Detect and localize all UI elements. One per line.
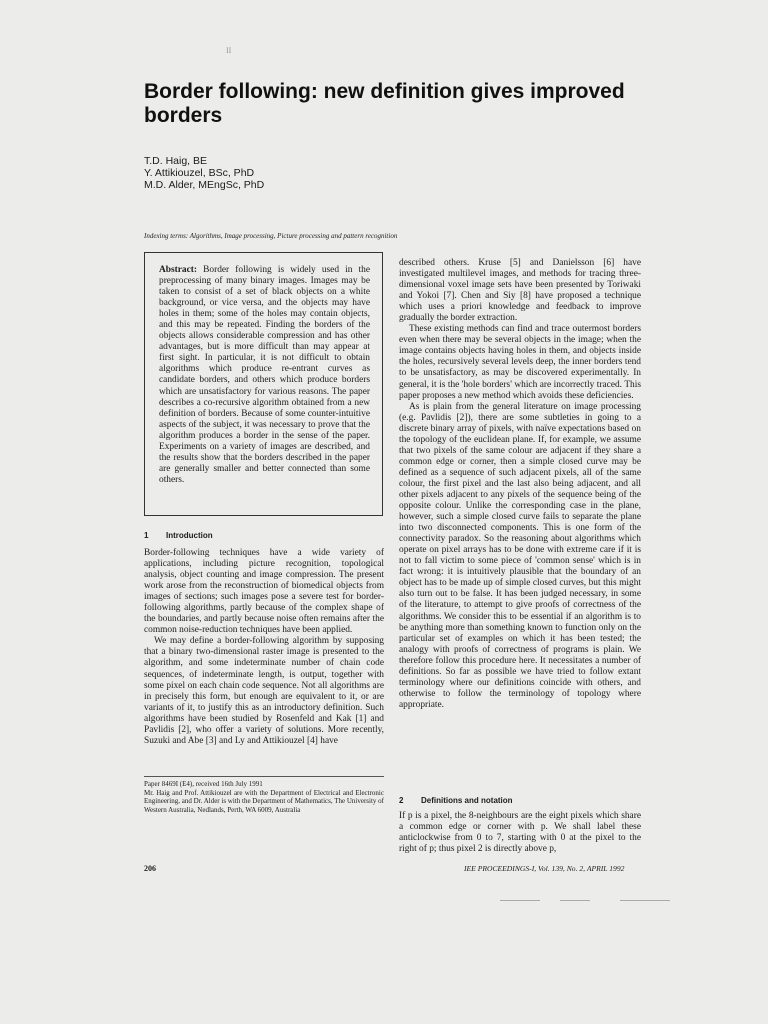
body-paragraph: These existing methods can find and trace outermost borders even when there may be several objects in the image; when the image contains objects having holes in them, and objects inside the holes, recursively several levels deep, the inner borders tend to be unsatisfactory, as may be discovered experimentally. In general, it is the 'hole borders' which are incorrectly traced. This paper proposes a new method which avoids these deficiencies.: [399, 324, 641, 401]
author-1: T.D. Haig, BE: [144, 155, 208, 167]
top-mark: II: [226, 46, 232, 55]
body-paragraph: As is plain from the general literature on image processing (e.g. Pavlidis [2]), there are some subtleties in going to a discrete binary array of pixels, with naïve expectations based on the topology of the euclidean plane. If, for example, we assume that two pixels of the same colour are adjacent if they share a common edge or corner, then a simple closed curve may be defined as a sequence of such adjacent pixels, all of the same colour, the first pixel and the last also being adjacent, and all other pixels adjacent to any pixels of the sequence being of the opposite colour. Unlike the corresponding case in the plane, however, such a simple closed curve fails to separate the plane into two disconnected components. This is one form of the connectivity paradox. So the reasoning about algorithms which operate on pixel arrays has to be done with extreme care if it is not to fall victim to some piece of 'common sense' which is in fact wrong: it is intuitively plausible that the boundary of an object has to be made up of simple closed curves, but this might also turn out to be false. It has been judged necessary, in some of the literature, to attempt to give proofs of correctness of the algorithms. We consider this to be essential if an algorithm is to be anything more than something known to function only on the particular set of examples on which it has been tested; the analogy with proofs of correctness of programs is plain. We therefore follow this procedure here. It necessitates a number of definitions. So far as possible we have tried to follow extant terminology where our definitions coincide with others, and otherwise to follow the terminology of topology where appropriate.: [399, 401, 641, 710]
body-paragraph: described others. Kruse [5] and Danielsson [6] have investigated multilevel images, and methods for tracing three-dimensional voxel image sets have been presented by Toriwaki and Yokoi [7]. Chen and Siy [8] have proposed a technique which uses a priori knowledge and feedback to improve gradually the border extraction.: [399, 258, 641, 324]
abstract-paragraph: [159, 265, 370, 486]
section-heading-introduction: [144, 531, 213, 540]
section-title: Definitions and notation: [421, 796, 513, 805]
scan-artifact-lines: [500, 900, 670, 904]
section-heading-definitions: [399, 796, 513, 805]
journal-footer: IEE PROCEEDINGS-I, Vol. 139, No. 2, APRIL 1992: [464, 864, 625, 873]
abstract-box: [144, 252, 383, 516]
author-list: [144, 155, 264, 191]
left-column-body: [144, 548, 384, 747]
footnote-affiliation: Mr. Haig and Prof. Attikiouzel are with the Department of Electrical and Electronic Engineering, and Dr. Alder is with the Department of Mathematics, The University of Western Australia, Nedlands, Perth, WA 6009, Australia: [144, 788, 384, 814]
abstract-label: Abstract:: [159, 265, 198, 275]
section-number: 2: [399, 796, 404, 805]
body-paragraph: We may define a border-following algorithm by supposing that a binary two-dimensional raster image is presented to the algorithm, and some indeterminate number of chain code sequences, of indeterminate length, is output, together with some pixel on each chain code sequence. Not all algorithms are in precisely this form, but enough are equivalent to it, or are variants of it, to justify this as an introductory definition. Such algorithms have been studied by Rosenfeld and Kak [1] and Pavlidis [2], who offer a variety of solutions. More recently, Suzuki and Abe [3] and Ly and Attikiouzel [4] have: [144, 636, 384, 746]
page-number: 206: [144, 864, 156, 873]
abstract-text: Border following is widely used in the preprocessing of many binary images. Images may be taken to consist of a set of black objects on a white background, or vice versa, and the objects may have holes in them; some of the holes may contain objects, and this may be repeated. Finding the borders of the objects allows considerable compression and has other advantages, but is more difficult than may appear at first sight. In particular, it is not difficult to obtain algorithms which produce re-entrant curves as candidate borders, and others which produce borders which are unsatisfactory for various reasons. The paper describes a co-recursive algorithm obtained from a new definition of borders. Because of some counter-intuitive aspects of the subject, it was necessary to prove that the algorithm produces a border in the sense of the paper. Experiments on a variety of images are described, and the results show that the borders described in the paper are generally smaller and better connected than some others.: [159, 265, 370, 485]
body-paragraph: If p is a pixel, the 8-neighbours are the eight pixels which share a common edge or corner with p. We shall label these anticlockwise from 0 to 7, starting with 0 at the pixel to the right of p; thus pixel 2 is directly above p,: [399, 811, 641, 855]
body-paragraph: Border-following techniques have a wide variety of applications, including picture recognition, topological analysis, object counting and image compression. The present work arose from the reconstruction of biomedical objects from images of sections; such images pose a severe test for border-following algorithms, partly because of the complex shape of the boundaries, and partly because noise often remains after the common noise-reduction techniques have been applied.: [144, 548, 384, 636]
right-column-body: [399, 258, 641, 711]
section-number: 1: [144, 531, 149, 540]
footnote-received: Paper 8469I (E4), received 16th July 1991: [144, 780, 263, 788]
author-3: M.D. Alder, MEngSc, PhD: [144, 179, 265, 191]
footnote-divider: [144, 776, 384, 777]
section-title: Introduction: [166, 531, 213, 540]
paper-title: Border following: new definition gives improved borders: [144, 80, 625, 127]
author-2: Y. Attikiouzel, BSc, PhD: [144, 167, 255, 179]
definitions-body: [399, 811, 641, 855]
indexing-terms: Indexing terms: Algorithms, Image processing, Picture processing and pattern recognition: [144, 232, 398, 240]
footnote: [144, 780, 384, 814]
